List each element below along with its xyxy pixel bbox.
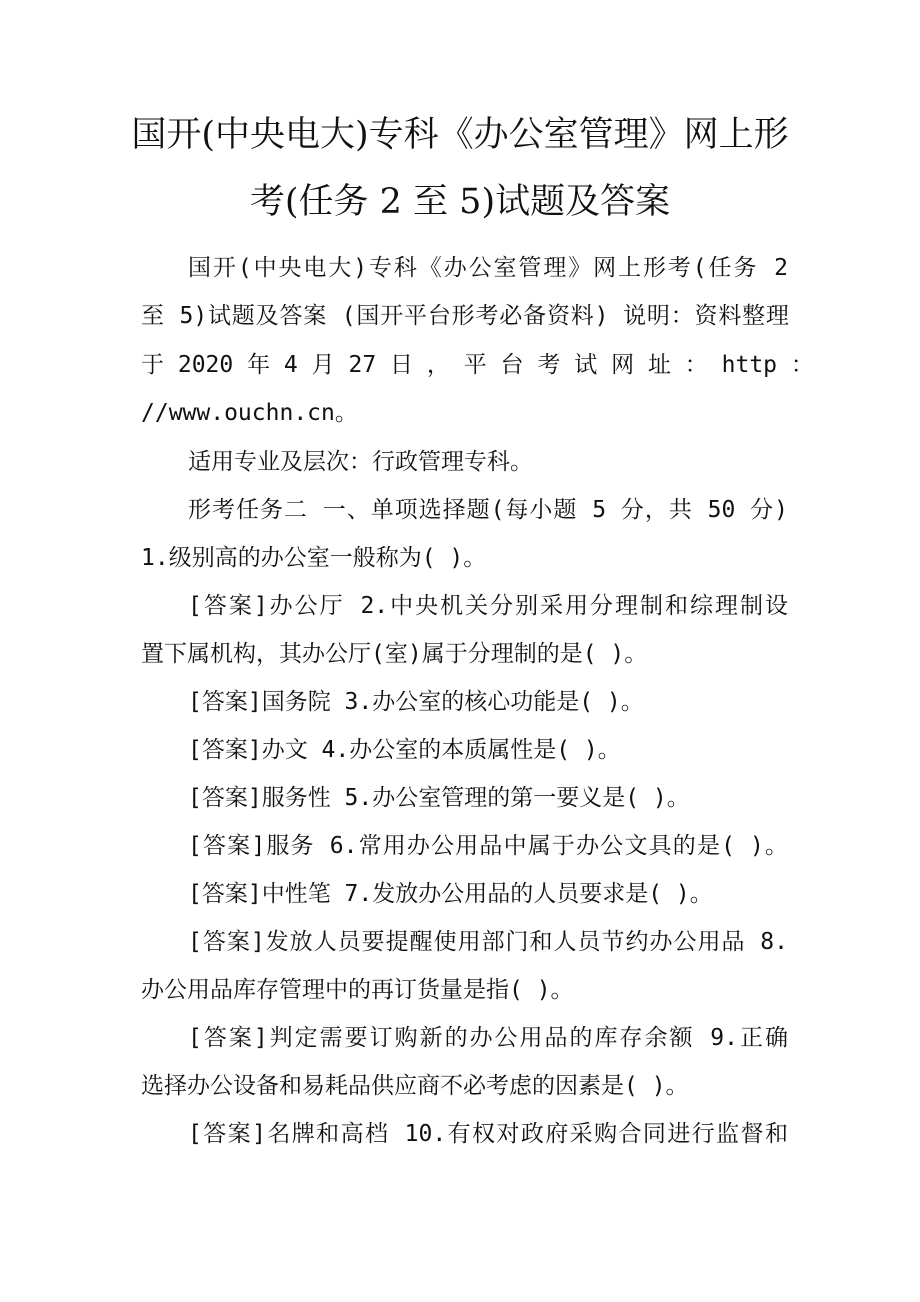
paragraph-line: //www.ouchn.cn。 <box>141 400 358 426</box>
paragraph-line: [答案]办公厅 2.中央机关分别采用分理制和综理制设 <box>188 593 788 619</box>
paragraph-line: [答案]判定需要订购新的办公用品的库存余额 9.正确 <box>188 1025 788 1051</box>
paragraph-line: 置下属机构，其办公厅(室)属于分理制的是( )。 <box>141 641 648 667</box>
paragraph-line: [答案]国务院 3.办公室的核心功能是( )。 <box>188 689 644 715</box>
paragraph-line: [答案]服务 6.常用办公用品中属于办公文具的是( )。 <box>188 833 788 859</box>
paragraph-line: 1.级别高的办公室一般称为( )。 <box>141 545 487 571</box>
paragraph-line: [答案]中性笔 7.发放办公用品的人员要求是( )。 <box>188 881 713 907</box>
paragraph-line: 办公用品库存管理中的再订货量是指( )。 <box>141 977 574 1003</box>
paragraph-line: [答案]服务性 5.办公室管理的第一要义是( )。 <box>188 785 690 811</box>
paragraph-line: 形考任务二 一、单项选择题(每小题 5 分，共 50 分) <box>188 497 788 523</box>
paragraph-line: [答案]办文 4.办公室的本质属性是( )。 <box>188 737 621 763</box>
paragraph-line: 适用专业及层次：行政管理专科。 <box>188 449 533 475</box>
paragraph-line: 选择办公设备和易耗品供应商不必考虑的因素是( )。 <box>141 1073 689 1099</box>
document-title-line-1: 国开(中央电大)专科《办公室管理》网上形 <box>131 115 789 155</box>
paragraph-line: 至 5)试题及答案 (国开平台形考必备资料) 说明：资料整理 <box>141 303 789 329</box>
paragraph-line: [答案]发放人员要提醒使用部门和人员节约办公用品 8. <box>188 929 788 955</box>
document-title-line-2: 考(任务 2 至 5)试题及答案 <box>249 182 671 222</box>
paragraph-line: 于 2020 年 4 月 27 日 ， 平 台 考 试 网 址 ： http ： <box>141 352 814 378</box>
paragraph-line: [答案]名牌和高档 10.有权对政府采购合同进行监督和 <box>188 1121 788 1147</box>
paragraph-line: 国开(中央电大)专科《办公室管理》网上形考(任务 2 <box>188 255 788 281</box>
